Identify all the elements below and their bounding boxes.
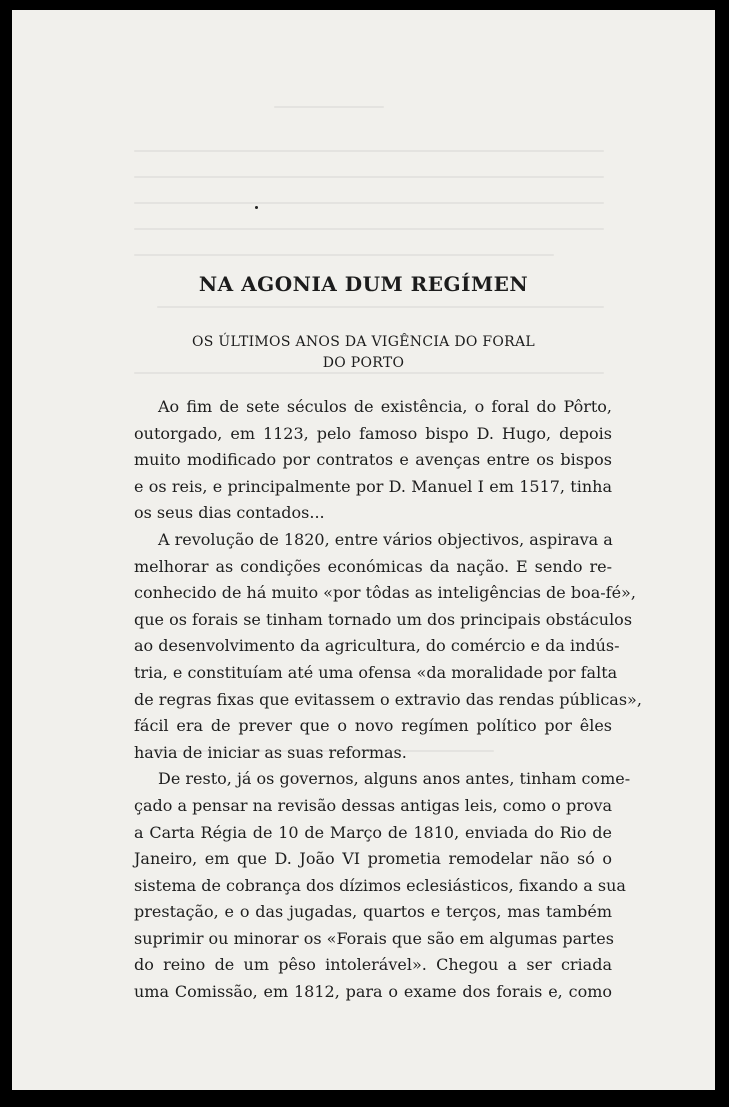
body-text <box>134 394 642 1006</box>
text-line: uma Comissão, em 1812, para o exame dos forais e, como <box>134 982 612 1002</box>
text-line: De resto, já os governos, alguns anos antes, tinham come- <box>158 769 631 789</box>
text-line: ao desenvolvimento da agricultura, do comércio e da indús- <box>134 636 620 656</box>
text-line: Janeiro, em que D. João VI prometia remodelar não só o <box>134 849 612 869</box>
subtitle-line-2: DO PORTO <box>322 355 405 371</box>
text-line: muito modificado por contratos e avenças entre os bispos <box>134 450 612 470</box>
text-line: outorgado, em 1123, pelo famoso bispo D. Hugo, depois <box>134 423 612 443</box>
document-page <box>12 10 715 1090</box>
text-line: conhecido de há muito «por tôdas as inteligências de boa-fé», <box>134 583 636 603</box>
text-line: prestação, e o das jugadas, quartos e terços, mas também <box>134 902 612 922</box>
text-line: Ao fim de sete séculos de existência, o foral do Pôrto, <box>158 397 612 416</box>
text-line: havia de iniciar as suas reformas. <box>134 742 407 762</box>
text-line: A revolução de 1820, entre vários objectivos, aspirava a <box>158 529 613 549</box>
text-line: que os forais se tinham tornado um dos principais obstáculos <box>134 609 633 629</box>
text-line: fácil era de prever que o novo regímen político por êles <box>134 716 612 736</box>
text-line: e os reis, e principalmente por D. Manuel I em 1517, tinha <box>134 476 612 496</box>
text-line: a Carta Régia de 10 de Março de 1810, enviada do Rio de <box>134 822 612 842</box>
text-line: de regras fixas que evitassem o extravio das rendas públicas», <box>134 689 642 709</box>
page-subtitle <box>12 332 715 374</box>
text-line: çado a pensar na revisão dessas antigas leis, como o prova <box>134 795 613 815</box>
text-line: melhorar as condições económicas da nação. E sendo re- <box>134 556 612 576</box>
text-line: tria, e constituíam até uma ofensa «da moralidade por falta <box>134 662 618 682</box>
ink-speck <box>255 206 258 209</box>
text-line: sistema de cobrança dos dízimos eclesiásticos, fixando a sua <box>134 875 626 895</box>
text-line: suprimir ou minorar os «Forais que são em algumas partes <box>134 928 614 948</box>
page-title: NA AGONIA DUM REGÍMEN <box>198 272 529 296</box>
subtitle-line-1: OS ÚLTIMOS ANOS DA VIGÊNCIA DO FORAL <box>191 334 536 350</box>
text-line: do reino de um pêso intolerável». Chegou a ser criada <box>134 955 612 975</box>
text-line: os seus dias contados... <box>134 503 325 523</box>
